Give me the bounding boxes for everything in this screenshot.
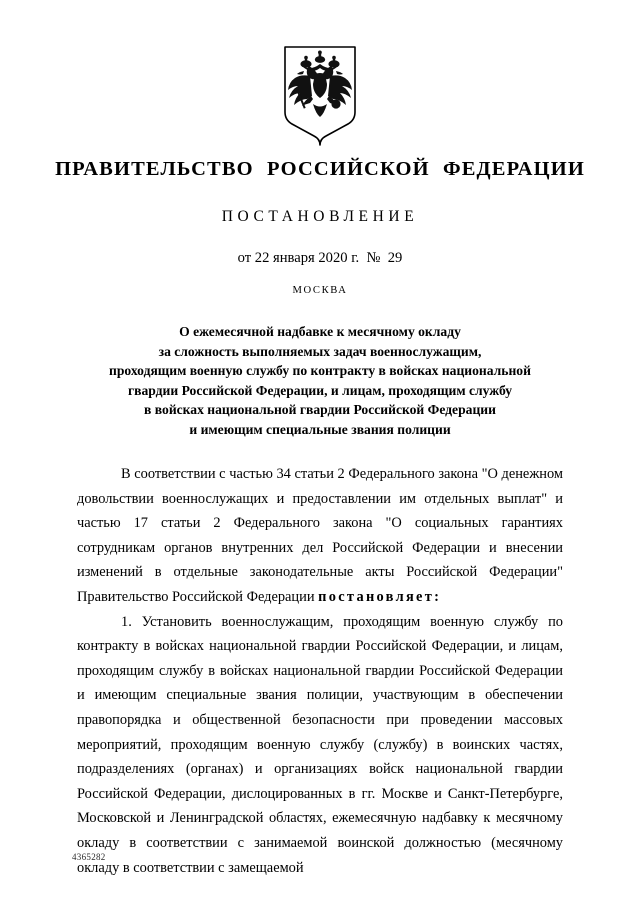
russian-coat-of-arms-icon: [282, 44, 358, 148]
document-subject: [70, 322, 570, 440]
document-kind: ПОСТАНОВЛЕНИЕ: [221, 207, 419, 225]
document-body: [77, 462, 563, 880]
body-paragraph-1: 1. Установить военнослужащим, проходящим военную службу по контракту в войсках национальной гвардии Российской Федерации, и лицам, проходящим службу в войсках национальной гвардии Российской Федерации и имеющим специальные звания полиции, участвующим в обеспечении правопорядка и общественной безопасности при проведении массовых мероприятий, проходящим военную службу (службу) в воинских частях, подразделениях (органах) и организациях войск национальной гвардии Российской Федерации, дислоцированных в гг. Москве и Санкт-Петербурге, Московской и Ленинградской областях, ежемесячную надбавку к месячному окладу в соответствии с занимаемой воинской должностью (месячному окладу в соответствии с замещаемой: [77, 613, 563, 876]
subject-line: за сложность выполняемых задач военнослужащим,: [158, 343, 482, 359]
subject-line: в войсках национальной гвардии Российской Федерации: [144, 402, 496, 418]
subject-line: и имеющим специальные звания полиции: [189, 421, 451, 437]
enacting-verb: постановляет:: [318, 588, 442, 605]
footer-document-code: 4365282: [72, 852, 106, 862]
emblem-container: [0, 44, 640, 148]
body-paragraph-preamble: [77, 462, 563, 610]
subject-line: гвардии Российской Федерации, и лицам, проходящим службу: [127, 382, 513, 398]
subject-line: проходящим военную службу по контракту в войсках национальной: [109, 363, 531, 379]
preamble-text: В соответствии с частью 34 статьи 2 Федерального закона "О денежном довольствии военнослужащих и предоставлении им отдельных выплат" и частью 17 статьи 2 Федерального закона "О социальных гарантиях сотрудникам органов внутренних дел Российской Федерации и внесении изменений в отдельные законодательные акты Российской Федерации" Правительство Российской Федерации: [77, 466, 563, 605]
subject-line: О ежемесячной надбавке к месячному окладу: [179, 324, 461, 339]
document-header: [0, 158, 640, 296]
document-city: МОСКВА: [292, 284, 348, 296]
government-title: ПРАВИТЕЛЬСТВО РОССИЙСКОЙ ФЕДЕРАЦИИ: [55, 158, 585, 180]
document-date-number: от 22 января 2020 г. № 29: [237, 249, 403, 266]
